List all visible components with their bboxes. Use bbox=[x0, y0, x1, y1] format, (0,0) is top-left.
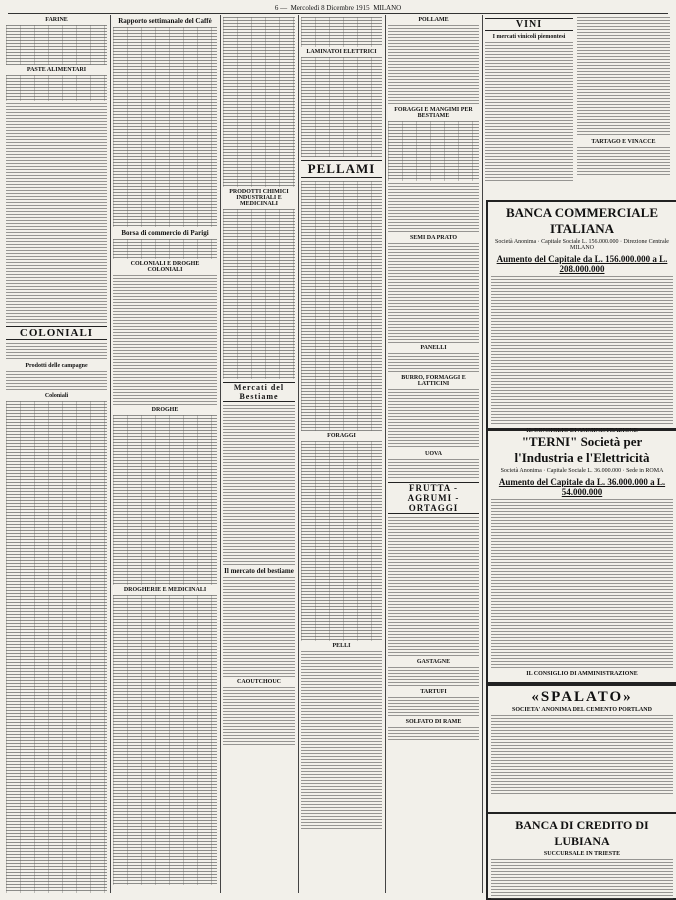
column-4 bbox=[301, 15, 382, 893]
section-heading: DROGHERIE E MEDICINALI bbox=[123, 587, 207, 593]
section-heading: PELLI bbox=[332, 643, 351, 649]
section-heading: CAOUTCHOUC bbox=[236, 679, 281, 685]
column-2 bbox=[113, 15, 217, 893]
ad-body-text bbox=[491, 276, 673, 426]
ad-title: «SPALATO» bbox=[531, 689, 633, 705]
price-table bbox=[113, 27, 217, 227]
section-heading: PELLAMI bbox=[301, 160, 382, 178]
column-rule bbox=[298, 15, 299, 893]
column-3 bbox=[223, 15, 295, 893]
section-heading: Il mercato del bestiame bbox=[224, 567, 294, 575]
price-table bbox=[6, 75, 107, 101]
section-heading: FORAGGI E MANGIMI PER BESTIAME bbox=[394, 107, 473, 119]
running-head bbox=[8, 2, 668, 14]
ad-headline: Aumento del Capitale da L. 36.000.000 a L. 54.000.000 bbox=[498, 477, 666, 497]
article-text bbox=[223, 687, 295, 747]
article-text bbox=[388, 353, 479, 373]
column-1 bbox=[6, 15, 107, 893]
ad-banca-lubiana bbox=[486, 812, 676, 900]
ad-subtitle: Società Anonima · Capitale Sociale L. 36.000.000 · Sede in ROMA bbox=[500, 468, 664, 474]
section-heading: PANELLI bbox=[420, 345, 447, 351]
section-heading: LAMINATOI ELETTRICI bbox=[306, 49, 377, 55]
section-heading: COLONIALI E DROGHE COLONIALI bbox=[130, 261, 200, 273]
ad-terni bbox=[486, 429, 676, 684]
article-text bbox=[388, 697, 479, 717]
section-heading: PASTE ALIMENTARI bbox=[26, 67, 87, 73]
article-text bbox=[388, 517, 479, 657]
ad-headline: Aumento del Capitale da L. 156.000.000 a L. 208.000.000 bbox=[496, 254, 668, 274]
article-text bbox=[301, 651, 382, 831]
price-table bbox=[388, 121, 479, 181]
section-heading: SEMI DA PRATO bbox=[409, 235, 458, 241]
column-rule bbox=[385, 15, 386, 893]
ad-subtitle: Società Anonima · Capitale Sociale L. 156.000.000 · Direzione Centrale MILANO bbox=[495, 239, 669, 251]
article-text bbox=[577, 17, 670, 137]
price-table bbox=[223, 17, 295, 187]
ad-title: BANCA DI CREDITO DI LUBIANA bbox=[515, 818, 649, 848]
article-text bbox=[388, 727, 479, 741]
ad-body-text bbox=[491, 859, 673, 900]
ad-spalato bbox=[486, 684, 676, 814]
price-table bbox=[301, 17, 382, 47]
ad-title: BANCA COMMERCIALE ITALIANA bbox=[505, 205, 659, 236]
price-table bbox=[113, 239, 217, 259]
column-rule bbox=[220, 15, 221, 893]
column-rule bbox=[110, 15, 111, 893]
section-heading: UOVA bbox=[425, 451, 442, 457]
article-text bbox=[388, 459, 479, 479]
article-text bbox=[388, 183, 479, 233]
ad-title: "TERNI" Società per l'Industria e l'Elettricità bbox=[514, 434, 650, 465]
section-heading: Rapporto settimanale del Caffè bbox=[118, 17, 212, 25]
section-heading: GASTAGNE bbox=[416, 659, 451, 665]
article-text bbox=[6, 371, 107, 391]
article-text bbox=[113, 275, 217, 405]
article-text bbox=[6, 343, 107, 361]
article-text bbox=[6, 103, 107, 323]
section-heading: Prodotti delle campagne bbox=[25, 363, 88, 369]
price-table bbox=[223, 209, 295, 379]
ad-signoff: IL CONSIGLIO DI AMMINISTRAZIONE bbox=[526, 671, 638, 677]
section-heading: POLLAME bbox=[418, 17, 449, 23]
article-text bbox=[223, 577, 295, 677]
section-heading: Mercati del Bestiame bbox=[223, 382, 295, 402]
edition-date: Mercoledì 8 Dicembre 1915 bbox=[290, 3, 370, 12]
section-heading: TARTUFI bbox=[420, 689, 447, 695]
edition-city: MILANO bbox=[373, 3, 402, 12]
ad-banca-commerciale bbox=[486, 200, 676, 434]
article-text bbox=[388, 667, 479, 687]
page-number: 6 — bbox=[274, 3, 288, 12]
price-table bbox=[113, 595, 217, 885]
ad-body-text bbox=[491, 715, 673, 795]
ad-subtitle: SOCIETA' ANONIMA DEL CEMENTO PORTLAND bbox=[512, 707, 652, 713]
ad-body-text bbox=[491, 499, 673, 669]
article-text bbox=[577, 147, 670, 177]
section-heading: PRODOTTI CHIMICI INDUSTRIALI E MEDICINALI bbox=[229, 189, 289, 207]
ad-subtitle: SUCCURSALE IN TRIESTE bbox=[543, 851, 621, 857]
article-text bbox=[388, 25, 479, 105]
column-rule bbox=[482, 15, 483, 893]
article-text bbox=[388, 389, 479, 449]
section-heading: I mercati vinicoli piemontesi bbox=[492, 34, 566, 40]
section-heading: TARTAGO E VINACCE bbox=[591, 139, 656, 145]
column-5 bbox=[388, 15, 479, 893]
price-table bbox=[301, 441, 382, 641]
price-table bbox=[113, 415, 217, 585]
section-heading: DROGHE bbox=[151, 407, 179, 413]
column-6 bbox=[485, 15, 670, 195]
section-heading: Borsa di commercio di Parigi bbox=[121, 229, 209, 237]
article-text bbox=[388, 243, 479, 343]
price-table bbox=[6, 401, 107, 893]
section-heading: FARINE bbox=[45, 17, 68, 23]
price-table bbox=[6, 25, 107, 65]
section-heading: FRUTTA - AGRUMI - ORTAGGI bbox=[388, 482, 479, 514]
section-heading: COLONIALI bbox=[6, 326, 107, 340]
section-heading: Coloniali bbox=[44, 393, 69, 399]
section-heading: BURRO, FORMAGGI E LATTICINI bbox=[401, 375, 466, 387]
ad-signoff: IL CONSIGLIO DI AMMINISTRAZIONE bbox=[526, 428, 638, 434]
section-heading: FORAGGI bbox=[327, 433, 356, 439]
price-table bbox=[301, 57, 382, 157]
article-text bbox=[485, 42, 573, 182]
price-table bbox=[301, 181, 382, 431]
section-heading: SOLFATO DI RAME bbox=[405, 719, 462, 725]
article-text bbox=[223, 405, 295, 565]
section-heading: VINI bbox=[485, 18, 573, 31]
